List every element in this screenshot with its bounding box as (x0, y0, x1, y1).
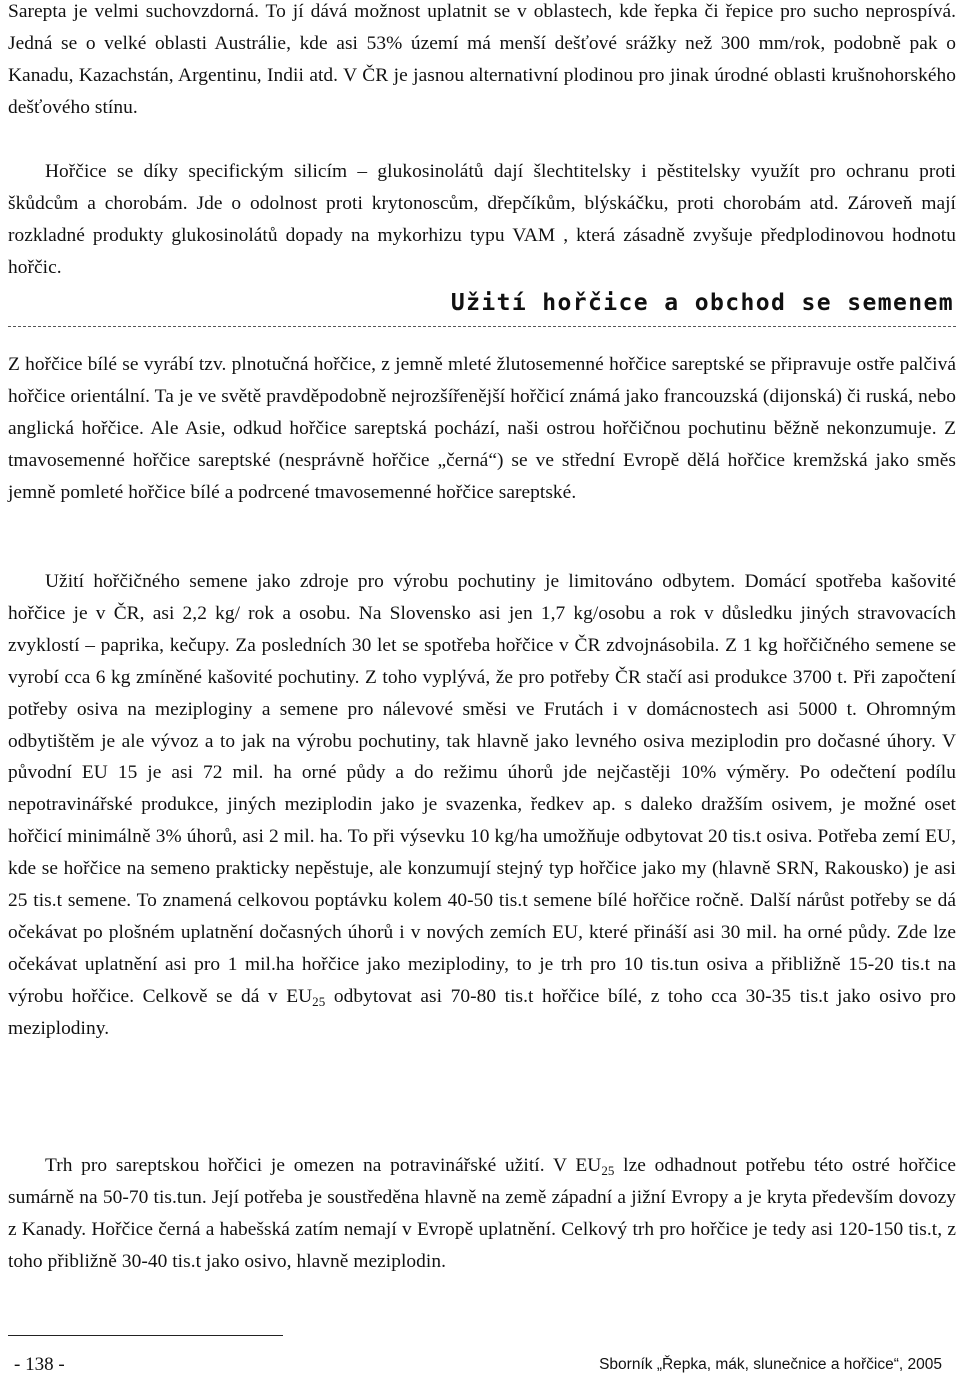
page-number: - 138 - (14, 1354, 65, 1375)
paragraph-sareptska-market (8, 1150, 956, 1278)
section-heading: Užití hořčice a obchod se semenem (450, 290, 954, 316)
paragraph-sareptska-part1: Trh pro sareptskou hořčici je omezen na potravinářské užití. V EU (45, 1155, 602, 1176)
eu-subscript: 25 (601, 1163, 615, 1178)
paragraph-glucosinolates: Hořčice se díky specifickým silicím – glukosinolátů dají šlechtitelsky i pěstitelsky využít pro ochranu proti škůdcům a chorobám. Jde o odolnost proti krytonoscům, dřepčíkům, blýskáčku, proti chorobám atd. Zároveň mají rozkladné produkty glukosinolátů dopady na mykorhizu typu VAM , která zásadně zvyšuje předplodinovou hodnotu hořčic. (8, 161, 956, 278)
paragraph-sareptska-part2: lze odhadnout potřebu této ostré hořčice sumárně na 50-70 tis.tun. Její potřeba je soustředěna hlavně na země západní a jižní Evropy a je kryta především dovozy z Kanady. Hořčice černá a habešská zatím nemají v Evropě uplatnění. Celkový trh pro hořčice je tedy asi 120-150 tis.t, z toho přibližně 30-40 tis.t jako osivo, hlavně meziplodin. (8, 1155, 956, 1272)
paragraph-sarepta-drought: Sarepta je velmi suchovzdorná. To jí dává možnost uplatnit se v oblastech, kde řepka či řepice pro sucho neprospívá. Jedná se o velké oblasti Austrálie, kde asi 53% území má menší dešťové srážky než 300 mm/rok, podobně pak o Kanadu, Kazachstán, Argentinu, Indii atd. V ČR je jasnou alternativní plodinou pro jinak úrodné oblasti krušnohorského dešťového stínu. (8, 1, 956, 118)
paragraph-market-demand (8, 566, 956, 1045)
paragraph-market-demand-part1: Užití hořčičného semene jako zdroje pro výrobu pochutiny je limitováno odbytem. Domácí spotřeba kašovité hořčice je v ČR, asi 2,2 kg/ rok a osobu. Na Slovensko asi jen 1,7 kg/osobu a rok v důsledku jiných stravovacích zvyklostí – paprika, kečupy. Za posledních 30 let se spotřeba hořčice v ČR zdvojnásobila. Z 1 kg hořčičného semene se vyrobí cca 6 kg zmíněné kašovité pochutiny. Z toho vyplývá, že pro potřeby ČR stačí asi produkce 3700 t. Při započtení potřeby osiva na meziploginy a semene pro nálevové směsi ve Frutách i v domácnostech asi 5000 t. Ohromným odbytištěm je ale vývoz a to jak na výrobu pochutiny, tak hlavně jako levného osiva meziplodin pro dočasné úhory. V původní EU 15 je asi 72 mil. ha orné půdy a do režimu úhorů jde nejčastěji 10% výměry. Po odečtení podílu nepotravinářské produkce, jiných meziplodin jako je svazenka, ředkev ap. s daleko dražším osivem, je možné oset hořčicí minimálně 3% úhorů, asi 2 mil. ha. To při výsevku 10 kg/ha umožňuje odbytovat 20 tis.t osiva. Potřeba zemí EU, kde se hořčice na semeno prakticky nepěstuje, ale konzumují stejný typ hořčice jako my (hlavně SRN, Rakousko) je asi 25 tis.t semene. To znamená celkovou poptávku kolem 40-50 tis.t semene bílé hořčice ročně. Další nárůst potřeby se dá očekávat po plošném uplatnění dočasných úhorů i v nových zemích EU, které přináší asi 30 mil. ha orné půdy. Zde lze očekávat uplatnění asi pro 1 mil.ha hořčice jako meziplodiny, to je trh pro 10 tis.tun osiva a přibližně 15-20 tis.t na výrobu hořčice. Celkově se dá v EU (8, 571, 956, 1007)
eu-subscript: 25 (312, 993, 326, 1009)
footer-rule (8, 1335, 283, 1336)
paragraph-market-demand-part2: odbytovat asi 70-80 tis.t hořčice bílé, z toho cca 30-35 tis.t jako osivo pro meziplodiny. (8, 985, 957, 1039)
paragraph-mustard-types: Z hořčice bílé se vyrábí tzv. plnotučná hořčice, z jemně mleté žlutosemenné hořčice sareptské se připravuje ostře palčivá hořčice orientální. Ta je ve světě pravděpodobně nejrozšířenější hořčicí známá jako francouzská (dijonská) či ruská, nebo anglická hořčice. Ale Asie, odkud hořčice sareptská pochází, naši ostrou hořčičnou pochutinu běžně nekonzumuje. Z tmavosemenné hořčice sareptské (nesprávně hořčice „černá“) se ve střední Evropě dělá hořčice kremžská jako směs jemně pomleté hořčice bílé a podrcené tmavosemenné hořčice sareptské. (8, 354, 956, 503)
section-heading-block (8, 282, 956, 327)
footer-publication-title: Sborník „Řepka, mák, slunečnice a hořčice“, 2005 (599, 1356, 942, 1373)
